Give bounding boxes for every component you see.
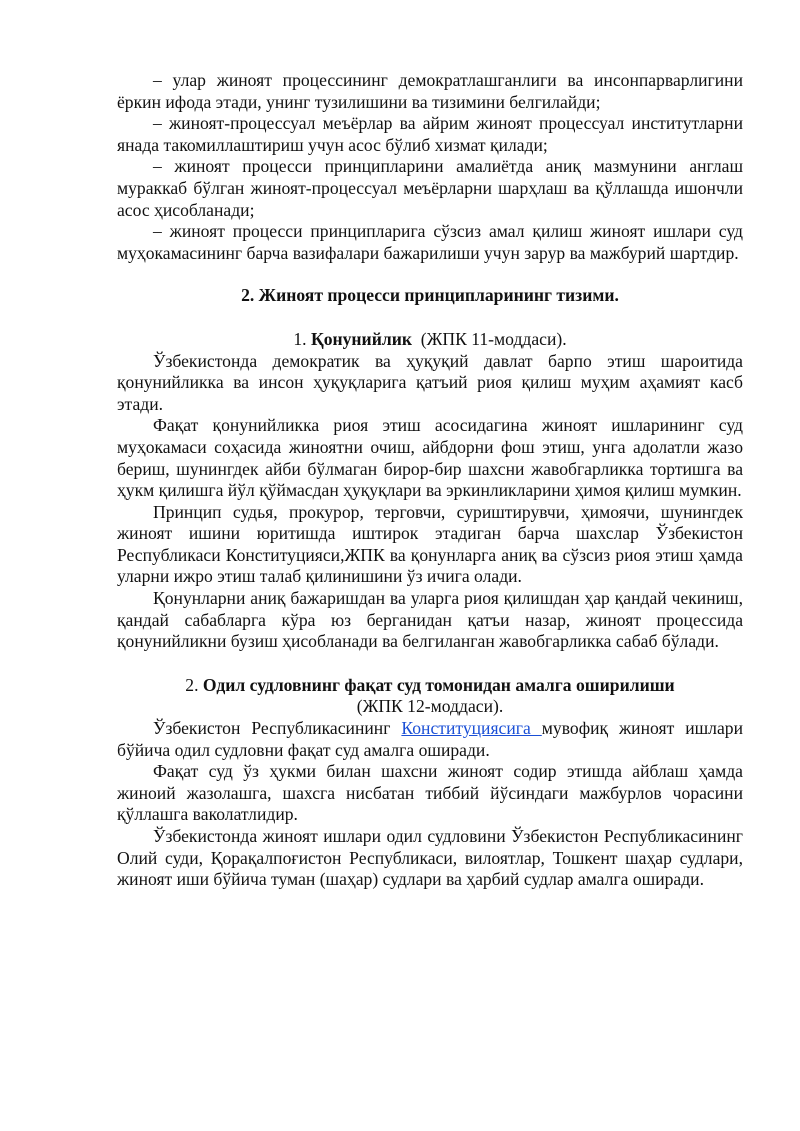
- principle1-paragraph-3: Принцип судья, прокурор, терговчи, суриштирувчи, ҳимоячи, шунингдек жиноят ишини юритишда иштирок этадиган барча шахслар Ўзбекистон Республикаси Конституцияси,ЖПК ва қонунларга аниқ ва сўзсиз риоя этиш ҳамда уларни ижро этиш талаб қилинишини ўз ичига олади.: [117, 501, 743, 587]
- principle2-p1-before: Ўзбекистон Республикасининг: [153, 718, 391, 739]
- intro-item-2: – жиноят-процессуал меъёрлар ва айрим жиноят процессуал институтларни янада такомиллаштириш учун асос бўлиб хизмат қилади;: [117, 113, 743, 155]
- intro-item-4: – жиноят процесси принципларига сўзсиз амал қилиш жиноят ишлари суд муҳокамасининг барча вазифалари бажарилиши учун зарур ва мажбурий шартдир.: [117, 221, 743, 263]
- principle1-ref: (ЖПК 11-моддаси).: [420, 328, 567, 349]
- principle2-number: 2.: [185, 674, 199, 695]
- principle1-paragraph-4: Қонунларни аниқ бажаришдан ва уларга риоя қилишдан ҳар қандай чекиниш, қандай сабабларга кўра юз берганидан қатъи назар, жиноят процессида қонунийликни бузиш ҳисобланади ва белгиланган жавобгарликка сабаб бўлади.: [117, 588, 743, 652]
- principle2-paragraph-3: Ўзбекистонда жиноят ишлари одил судловини Ўзбекистон Республикасининг Олий суди, Қорақалпоғистон Республикаси, вилоятлар, Тошкент шаҳар судлари, жиноят иши бўйича туман (шаҳар) судлари ва ҳарбий судлар амалга оширади.: [117, 826, 743, 890]
- principle2-heading: [117, 675, 743, 697]
- principle2-name: Одил судловнинг фақат суд томонидан амалга оширилиши: [202, 674, 675, 695]
- section-title: 2. Жиноят процесси принципларининг тизими.: [241, 285, 619, 306]
- principle1-number: 1.: [293, 328, 307, 349]
- principle1-paragraph-2: Фақат қонунийликка риоя этиш асосидагина жиноят ишларининг суд муҳокамаси соҳасида жиноятни очиш, айбдорни фош этиш, унга адолатли жазо бериш, шунингдек айби бўлмаган бирор-бир шахсни жавобгарликка тортишга ва ҳукм қилишга йўл қўймасдан ҳуқуқлари ва эркинликларини ҳимоя қилиш мумкин.: [117, 415, 743, 501]
- principle1-paragraph-1: Ўзбекистонда демократик ва ҳуқуқий давлат барпо этиш шароитида қонунийликка ва инсон ҳуқуқларига қатъий риоя қилиш муҳим аҳамият касб этади.: [117, 350, 743, 414]
- constitution-link[interactable]: Конституциясига: [401, 718, 542, 739]
- principle2-paragraph-1: [117, 718, 743, 761]
- document-page: [117, 70, 743, 891]
- intro-item-1: – улар жиноят процессининг демократлашганлиги ва инсонпарварлигини ёркин ифода этади, унинг тузилишини ва тизимини белгилайди;: [117, 70, 743, 112]
- principle2-paragraph-2: Фақат суд ўз ҳукми билан шахсни жиноят содир этишда айблаш ҳамда жиноий жазолашга, шахсга нисбатан тиббий йўсиндаги мажбурлов чорасини қўллашга ваколатлидир.: [117, 761, 743, 825]
- principle1-heading: [117, 329, 743, 351]
- spacer: [117, 653, 743, 675]
- principle2-p1-after: мувофиқ жиноят ишлари бўйича одил судловни фақат суд амалга оширади.: [117, 718, 743, 760]
- intro-item-3: – жиноят процесси принципларини амалиётда аниқ мазмунини англаш мураккаб бўлган жиноят-процессуал меъёрларни шарҳлаш ва қўллашда ишончли асос ҳисобланади;: [117, 156, 743, 220]
- principle1-name: Қонунийлик: [310, 328, 412, 349]
- principle2-ref: (ЖПК 12-моддаси).: [356, 696, 504, 717]
